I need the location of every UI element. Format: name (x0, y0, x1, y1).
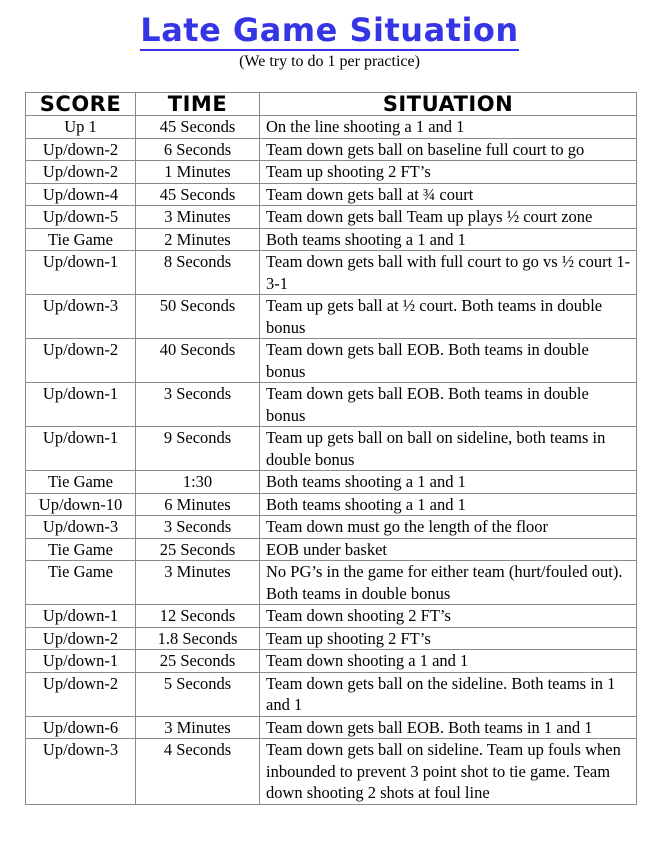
table-row (26, 516, 637, 539)
situations-table (25, 92, 637, 805)
situation-cell: Team down gets ball EOB. Both teams in double bonus (260, 383, 637, 427)
score-cell: Tie Game (26, 471, 136, 494)
header-score: SCORE (26, 93, 136, 116)
time-cell: 1.8 Seconds (136, 627, 260, 650)
situation-cell: Team down shooting a 1 and 1 (260, 650, 637, 673)
table-row (26, 161, 637, 184)
time-cell: 6 Minutes (136, 493, 260, 516)
time-cell: 40 Seconds (136, 339, 260, 383)
score-cell: Tie Game (26, 538, 136, 561)
situation-cell: Team down gets ball EOB. Both teams in 1 and 1 (260, 716, 637, 739)
situation-cell: Team up gets ball on ball on sideline, both teams in double bonus (260, 427, 637, 471)
score-cell: Up/down-3 (26, 739, 136, 805)
situation-cell: Team down gets ball with full court to go vs ½ court 1-3-1 (260, 251, 637, 295)
score-cell: Up/down-2 (26, 161, 136, 184)
score-cell: Up/down-2 (26, 138, 136, 161)
time-cell: 2 Minutes (136, 228, 260, 251)
table-row (26, 339, 637, 383)
header-situation: SITUATION (260, 93, 637, 116)
time-cell: 6 Seconds (136, 138, 260, 161)
situation-cell: Both teams shooting a 1 and 1 (260, 228, 637, 251)
header-time: TIME (136, 93, 260, 116)
table-row (26, 383, 637, 427)
situation-cell: Team down gets ball on baseline full court to go (260, 138, 637, 161)
situation-cell: Team down shooting 2 FT’s (260, 605, 637, 628)
table-row (26, 228, 637, 251)
table-row (26, 627, 637, 650)
time-cell: 25 Seconds (136, 650, 260, 673)
table-row (26, 716, 637, 739)
document-title (0, 10, 659, 50)
situation-cell: Both teams shooting a 1 and 1 (260, 471, 637, 494)
table-row (26, 138, 637, 161)
score-cell: Up/down-2 (26, 627, 136, 650)
score-cell: Up/down-1 (26, 427, 136, 471)
score-cell: Up 1 (26, 116, 136, 139)
table-row (26, 561, 637, 605)
table-row (26, 605, 637, 628)
score-cell: Up/down-4 (26, 183, 136, 206)
table-row (26, 538, 637, 561)
time-cell: 25 Seconds (136, 538, 260, 561)
time-cell: 1 Minutes (136, 161, 260, 184)
score-cell: Up/down-1 (26, 251, 136, 295)
time-cell: 3 Minutes (136, 716, 260, 739)
document-title-text: Late Game Situation (140, 11, 519, 49)
table-body (26, 116, 637, 805)
situation-cell: Team up gets ball at ½ court. Both teams in double bonus (260, 295, 637, 339)
table-row (26, 116, 637, 139)
time-cell: 50 Seconds (136, 295, 260, 339)
time-cell: 9 Seconds (136, 427, 260, 471)
situation-cell: Team up shooting 2 FT’s (260, 627, 637, 650)
table-row (26, 650, 637, 673)
table-header-row (26, 93, 637, 116)
situation-cell: Team down gets ball on the sideline. Both teams in 1 and 1 (260, 672, 637, 716)
time-cell: 1:30 (136, 471, 260, 494)
table-row (26, 672, 637, 716)
time-cell: 3 Seconds (136, 383, 260, 427)
situation-cell: Team down gets ball at ¾ court (260, 183, 637, 206)
score-cell: Up/down-2 (26, 339, 136, 383)
time-cell: 3 Minutes (136, 206, 260, 229)
situation-cell: Team down gets ball on sideline. Team up fouls when inbounded to prevent 3 point shot to tie game. Team down shooting 2 shots at foul line (260, 739, 637, 805)
situation-cell: Team down must go the length of the floor (260, 516, 637, 539)
situation-cell: EOB under basket (260, 538, 637, 561)
time-cell: 3 Seconds (136, 516, 260, 539)
score-cell: Up/down-1 (26, 383, 136, 427)
situation-cell: On the line shooting a 1 and 1 (260, 116, 637, 139)
situation-cell: Both teams shooting a 1 and 1 (260, 493, 637, 516)
score-cell: Up/down-2 (26, 672, 136, 716)
table-row (26, 471, 637, 494)
score-cell: Up/down-6 (26, 716, 136, 739)
situation-cell: Team down gets ball EOB. Both teams in double bonus (260, 339, 637, 383)
document-subtitle: (We try to do 1 per practice) (239, 53, 420, 70)
table-row (26, 739, 637, 805)
table-row (26, 493, 637, 516)
time-cell: 5 Seconds (136, 672, 260, 716)
score-cell: Tie Game (26, 561, 136, 605)
score-cell: Up/down-1 (26, 650, 136, 673)
time-cell: 8 Seconds (136, 251, 260, 295)
score-cell: Up/down-10 (26, 493, 136, 516)
time-cell: 45 Seconds (136, 116, 260, 139)
table-row (26, 427, 637, 471)
time-cell: 4 Seconds (136, 739, 260, 805)
score-cell: Up/down-3 (26, 516, 136, 539)
situation-cell: Team down gets ball Team up plays ½ court zone (260, 206, 637, 229)
score-cell: Up/down-1 (26, 605, 136, 628)
time-cell: 45 Seconds (136, 183, 260, 206)
table-row (26, 206, 637, 229)
table-row (26, 183, 637, 206)
time-cell: 3 Minutes (136, 561, 260, 605)
score-cell: Up/down-3 (26, 295, 136, 339)
situation-cell: No PG’s in the game for either team (hurt/fouled out). Both teams in double bonus (260, 561, 637, 605)
situation-cell: Team up shooting 2 FT’s (260, 161, 637, 184)
table-row (26, 251, 637, 295)
score-cell: Up/down-5 (26, 206, 136, 229)
time-cell: 12 Seconds (136, 605, 260, 628)
score-cell: Tie Game (26, 228, 136, 251)
table-row (26, 295, 637, 339)
